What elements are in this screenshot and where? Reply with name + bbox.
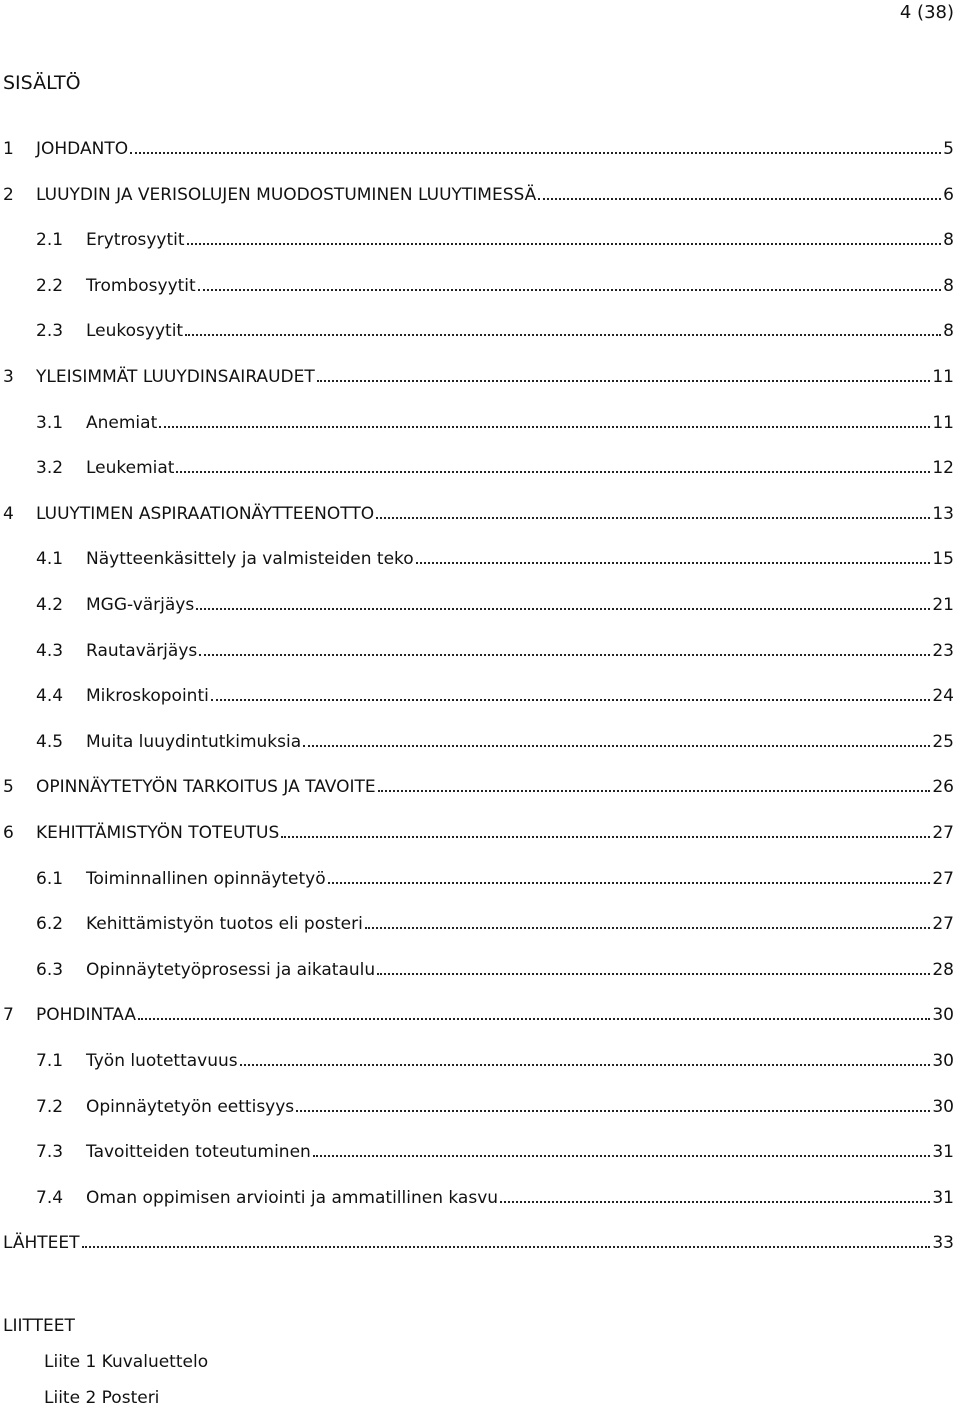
dot-leader: [303, 735, 930, 747]
toc-entry-page: 33: [932, 1233, 954, 1253]
toc-entry-label: LÄHTEET: [3, 1233, 80, 1253]
toc-entry-number: 7: [3, 1005, 14, 1025]
toc-entry-page: 27: [932, 869, 954, 889]
toc-entry-number: 2.2: [36, 276, 64, 296]
toc-entry[interactable]: [36, 635, 954, 661]
toc-entry[interactable]: [36, 543, 954, 569]
toc-entry[interactable]: [36, 270, 954, 296]
toc-entry-number: 1: [3, 139, 14, 159]
toc-entry-number: 2.3: [36, 321, 64, 341]
toc-entry-label: POHDINTAA: [36, 1005, 137, 1025]
toc-entry-number: 3: [3, 367, 14, 387]
toc-entry-number: 4.2: [36, 595, 64, 615]
toc-entry-page: 6: [943, 185, 954, 205]
toc-entry-page: 8: [943, 230, 954, 250]
toc-entry-page: 11: [932, 413, 954, 433]
dot-leader: [538, 188, 941, 200]
toc-entry-page: 21: [932, 595, 954, 615]
toc-entry[interactable]: [3, 771, 954, 797]
toc-entry[interactable]: [3, 1227, 954, 1253]
toc-entry-number: 4.1: [36, 549, 64, 569]
dot-leader: [187, 233, 942, 245]
dot-leader: [296, 1100, 930, 1112]
dot-leader: [159, 416, 930, 428]
appendix-item-2: Liite 2 Posteri: [44, 1388, 160, 1408]
toc-entry-number: 3.1: [36, 413, 64, 433]
dot-leader: [185, 324, 941, 336]
dot-leader: [138, 1008, 930, 1020]
dot-leader: [198, 279, 941, 291]
toc-entry-label: Leukosyytit: [86, 321, 184, 341]
toc-entry[interactable]: [3, 179, 954, 205]
toc-entry-number: 4.5: [36, 732, 64, 752]
dot-leader: [376, 507, 930, 519]
toc-entry-label: KEHITTÄMISTYÖN TOTEUTUS: [36, 823, 280, 843]
toc-entry-number: 7.2: [36, 1097, 64, 1117]
toc-entry[interactable]: [36, 863, 954, 889]
toc-entry-label: Rautavärjäys: [86, 641, 198, 661]
toc-entry[interactable]: [36, 452, 954, 478]
toc-heading: SISÄLTÖ: [3, 72, 81, 94]
dot-leader: [377, 963, 930, 975]
toc-entry-page: 28: [932, 960, 954, 980]
toc-entry[interactable]: [36, 908, 954, 934]
toc-entry-number: 4.3: [36, 641, 64, 661]
appendix-item-1: Liite 1 Kuvaluettelo: [44, 1352, 209, 1372]
toc-entry-label: LUUYTIMEN ASPIRAATIONÄYTTEENOTTO: [36, 504, 375, 524]
toc-entry[interactable]: [36, 680, 954, 706]
dot-leader: [328, 872, 931, 884]
toc-entry-page: 23: [932, 641, 954, 661]
toc-entry-label: Anemiat: [86, 413, 158, 433]
dot-leader: [240, 1054, 931, 1066]
toc-entry[interactable]: [3, 498, 954, 524]
dot-leader: [176, 461, 930, 473]
toc-entry-page: 13: [932, 504, 954, 524]
toc-entry-label: Leukemiat: [86, 458, 175, 478]
toc-entry-label: Kehittämistyön tuotos eli posteri: [86, 914, 363, 934]
toc-entry[interactable]: [36, 589, 954, 615]
toc-entry-number: 6.1: [36, 869, 64, 889]
toc-entry-number: 2.1: [36, 230, 64, 250]
dot-leader: [281, 826, 930, 838]
toc-entry-number: 2: [3, 185, 14, 205]
toc-entry-number: 6: [3, 823, 14, 843]
toc-entry-page: 30: [932, 1051, 954, 1071]
toc-entry-number: 5: [3, 777, 14, 797]
toc-entry[interactable]: [3, 361, 954, 387]
toc-entry-label: Mikroskopointi: [86, 686, 209, 706]
toc-entry-page: 15: [932, 549, 954, 569]
toc-entry-label: Toiminnallinen opinnäytetyö: [86, 869, 326, 889]
toc-entry-page: 25: [932, 732, 954, 752]
toc-entry-label: OPINNÄYTETYÖN TARKOITUS JA TAVOITE: [36, 777, 376, 797]
toc-entry-number: 3.2: [36, 458, 64, 478]
toc-entry[interactable]: [3, 133, 954, 159]
toc-entry-page: 8: [943, 321, 954, 341]
toc-entry[interactable]: [36, 1182, 954, 1208]
toc-entry[interactable]: [36, 407, 954, 433]
toc-entry-number: 7.3: [36, 1142, 64, 1162]
toc-entry[interactable]: [36, 1045, 954, 1071]
toc-entry-number: 6.2: [36, 914, 64, 934]
dot-leader: [211, 689, 931, 701]
toc-entry-label: YLEISIMMÄT LUUYDINSAIRAUDET: [36, 367, 315, 387]
toc-entry-page: 8: [943, 276, 954, 296]
appendices-title: LIITTEET: [3, 1316, 75, 1336]
toc-entry-number: 7.4: [36, 1188, 64, 1208]
toc-entry-page: 27: [932, 914, 954, 934]
toc-entry[interactable]: [36, 954, 954, 980]
toc-entry[interactable]: [36, 726, 954, 752]
toc-entry[interactable]: [36, 224, 954, 250]
toc-entry-label: Trombosyytit: [86, 276, 196, 296]
toc-entry-label: LUUYDIN JA VERISOLUJEN MUODOSTUMINEN LUUYTIMESSÄ: [36, 185, 537, 205]
toc-entry-page: 12: [932, 458, 954, 478]
toc-entry-page: 5: [943, 139, 954, 159]
page-number: 4 (38): [899, 2, 954, 23]
toc-entry-label: MGG-värjäys: [86, 595, 195, 615]
toc-entry-label: Tavoitteiden toteutuminen: [86, 1142, 311, 1162]
toc-entry[interactable]: [3, 999, 954, 1025]
toc-entry-page: 24: [932, 686, 954, 706]
toc-entry[interactable]: [36, 1136, 954, 1162]
toc-entry-label: Näytteenkäsittely ja valmisteiden teko: [86, 549, 414, 569]
toc-entry-number: 6.3: [36, 960, 64, 980]
dot-leader: [313, 1145, 931, 1157]
toc-entry-label: JOHDANTO: [36, 139, 129, 159]
toc-entry[interactable]: [36, 315, 954, 341]
toc-entry-number: 4.4: [36, 686, 64, 706]
toc-entry-label: Muita luuydintutkimuksia: [86, 732, 302, 752]
toc-entry-page: 27: [932, 823, 954, 843]
dot-leader: [378, 780, 931, 792]
toc-entry-number: 4: [3, 504, 14, 524]
toc-entry-page: 30: [932, 1097, 954, 1117]
dot-leader: [317, 370, 931, 382]
dot-leader: [196, 598, 930, 610]
toc-entry-page: 11: [932, 367, 954, 387]
toc-entry-page: 30: [932, 1005, 954, 1025]
dot-leader: [416, 552, 931, 564]
toc-entry-label: Oman oppimisen arviointi ja ammatillinen kasvu: [86, 1188, 499, 1208]
dot-leader: [365, 917, 931, 929]
dot-leader: [82, 1236, 931, 1248]
dot-leader: [199, 644, 930, 656]
dot-leader: [130, 142, 941, 154]
toc-entry-label: Erytrosyytit: [86, 230, 185, 250]
toc-entry-number: 7.1: [36, 1051, 64, 1071]
toc-entry-label: Työn luotettavuus: [86, 1051, 238, 1071]
toc-entry-label: Opinnäytetyön eettisyys: [86, 1097, 295, 1117]
toc-entry-page: 31: [932, 1188, 954, 1208]
toc-entry-label: Opinnäytetyöprosessi ja aikataulu: [86, 960, 376, 980]
toc-entry-page: 26: [932, 777, 954, 797]
toc-entry[interactable]: [36, 1091, 954, 1117]
toc-entry[interactable]: [3, 817, 954, 843]
dot-leader: [500, 1191, 930, 1203]
toc-entry-page: 31: [932, 1142, 954, 1162]
